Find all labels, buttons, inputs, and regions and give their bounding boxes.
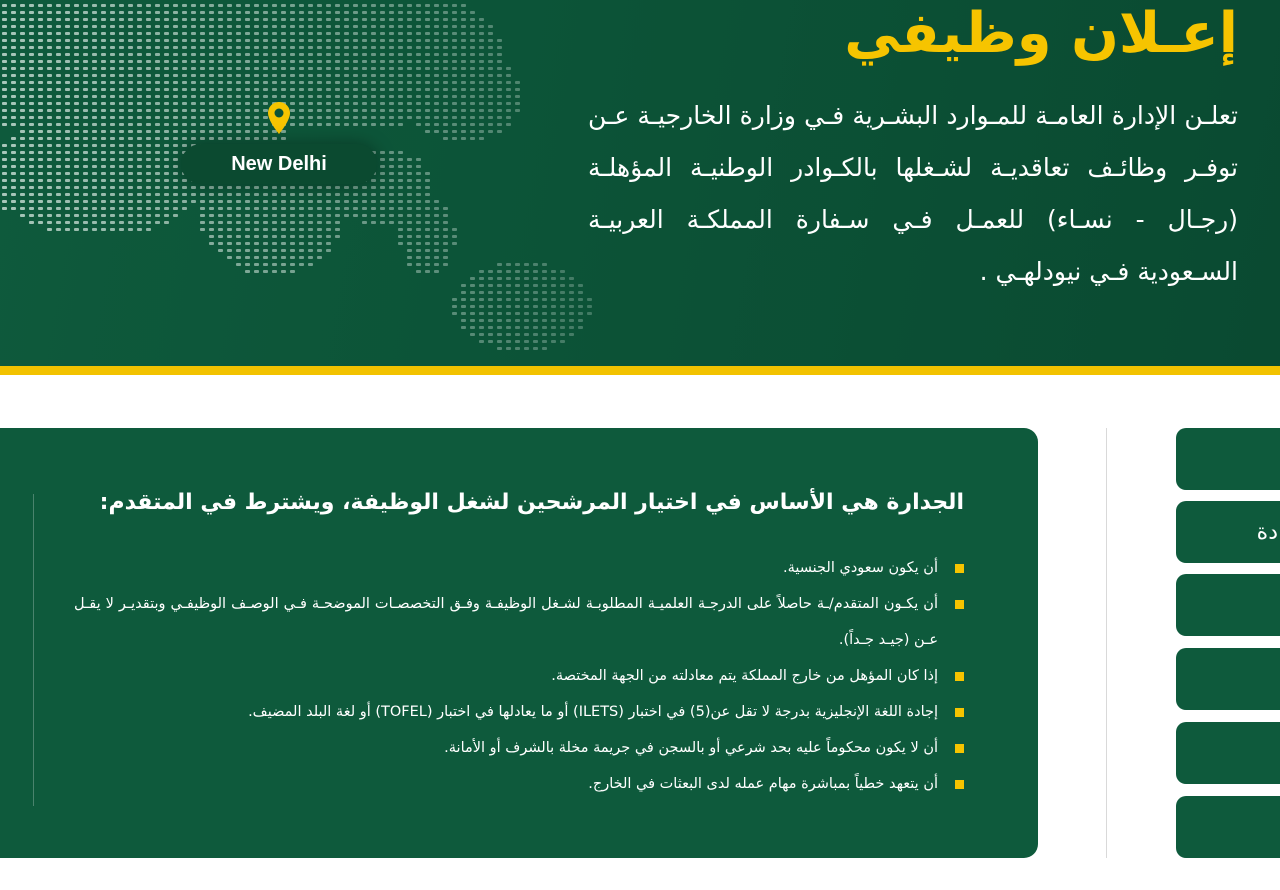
list-item-text: إذا كان المؤهل من خارج المملكة يتم معادلته من الجهة المختصة. [551, 668, 938, 684]
list-item [74, 658, 964, 694]
hero-accent-stripe [0, 366, 1280, 375]
square-bullet-icon [955, 600, 964, 609]
list-item [74, 586, 964, 658]
announcement-text: تعلـن الإدارة العامـة للمـوارد البشـرية فـي وزارة الخارجيـة عـن توفـر وظائـف تعاقديـة لشـغلها بالكـوادر الوطنيـة المؤهلـة (رجـال - نسـاء) للعمـل فـي سـفارة المملكـة العربيـة السـعودية فـي نيودلهـي . [588, 101, 1238, 286]
card-divider [33, 494, 34, 806]
square-bullet-icon [955, 780, 964, 789]
requirements-heading: الجدارة هي الأساس في اختيار المرشحين لشغل الوظيفة، ويشترط في المتقدم: [99, 490, 964, 515]
requirements-card [0, 428, 1038, 858]
map-pin-icon [268, 102, 290, 134]
map-city-label: New Delhi [181, 144, 377, 184]
square-bullet-icon [955, 564, 964, 573]
list-item-text: إجادة اللغة الإنجليزية بدرجة لا تقل عن(5) في اختبار (ILETS) أو ما يعادلها في اختبار (TOFEL) أو لغة البلد المضيف. [248, 704, 938, 720]
side-tab-label: دة [1256, 519, 1278, 545]
side-tab-5[interactable] [1176, 722, 1280, 784]
list-item [74, 550, 964, 586]
square-bullet-icon [955, 672, 964, 681]
section-divider [1106, 428, 1107, 858]
page-title: إعـلان وظيفي [844, 1, 1238, 66]
list-item-text: أن يكـون المتقدم/ـة حاصلاً على الدرجـة العلميـة المطلوبـة لشـغل الوظيفـة وفـق التخصصـات الموضحـة فـي الوصـف الوظيفـي وبتقديـر لا يقـل عـن (جيـد جـداً). [74, 596, 938, 648]
list-item [74, 694, 964, 730]
list-item [74, 766, 964, 802]
side-tab-4[interactable] [1176, 648, 1280, 710]
square-bullet-icon [955, 708, 964, 717]
square-bullet-icon [955, 744, 964, 753]
requirements-list [74, 550, 964, 802]
hero-banner [0, 0, 1280, 366]
list-item-text: أن يكون سعودي الجنسية. [782, 560, 938, 576]
list-item-text: أن يتعهد خطياً بمباشرة مهام عمله لدى البعثات في الخارج. [588, 776, 938, 792]
side-tab-6[interactable] [1176, 796, 1280, 858]
list-item [74, 730, 964, 766]
side-tab-2[interactable] [1176, 501, 1280, 563]
list-item-text: أن لا يكون محكوماً عليه بحد شرعي أو بالسجن في جريمة مخلة بالشرف أو الأمانة. [444, 740, 938, 756]
side-tab-3[interactable] [1176, 574, 1280, 636]
side-tab-1[interactable] [1176, 428, 1280, 490]
